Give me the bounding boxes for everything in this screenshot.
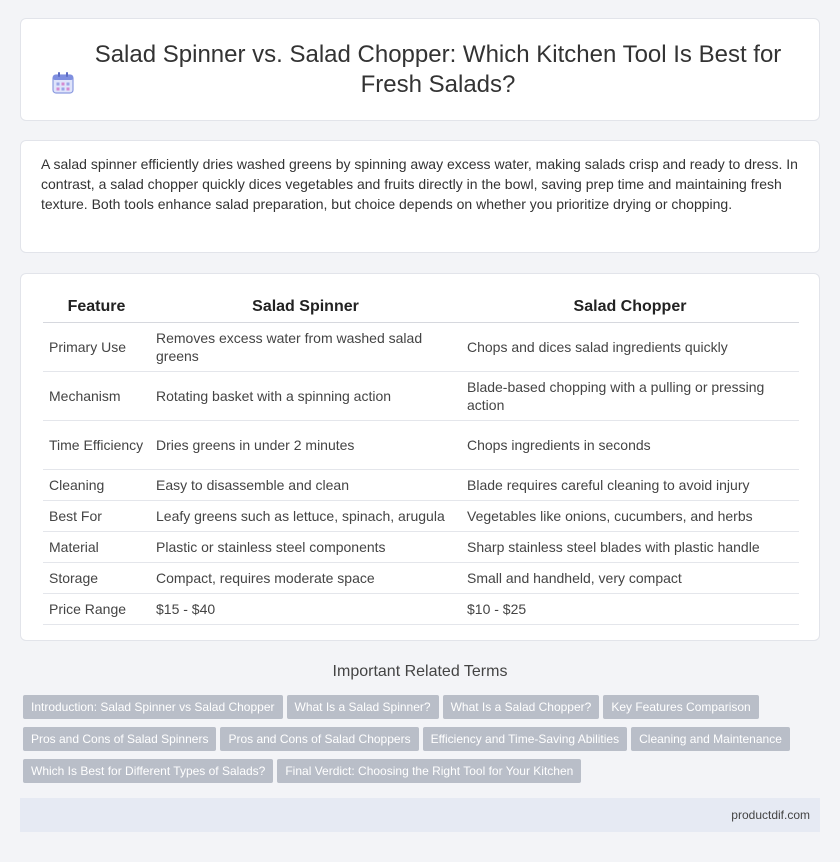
table-row xyxy=(43,322,799,371)
table-header-row xyxy=(43,292,799,322)
chopper-cell: Vegetables like onions, cucumbers, and herbs xyxy=(461,500,799,531)
header-salad-chopper: Salad Chopper xyxy=(461,292,799,322)
feature-cell: Best For xyxy=(43,500,150,531)
footer xyxy=(20,798,820,832)
chopper-cell: Chops ingredients in seconds xyxy=(461,420,799,469)
title-wrap xyxy=(50,40,790,100)
page-title: Salad Spinner vs. Salad Chopper: Which Kitchen Tool Is Best for Fresh Salads? xyxy=(94,40,782,98)
spinner-cell: $15 - $40 xyxy=(150,593,461,624)
chopper-cell: Blade-based chopping with a pulling or pressing action xyxy=(461,371,799,420)
spinner-cell: Rotating basket with a spinning action xyxy=(150,371,461,420)
comparison-table-card xyxy=(20,273,820,641)
related-terms-heading: Important Related Terms xyxy=(332,663,508,680)
table-row xyxy=(43,371,799,420)
tag-key-features[interactable]: Key Features Comparison xyxy=(603,695,758,719)
header-salad-spinner: Salad Spinner xyxy=(150,292,461,322)
tag-what-is-salad-spinner[interactable]: What Is a Salad Spinner? xyxy=(287,695,439,719)
chopper-cell: Blade requires careful cleaning to avoid injury xyxy=(461,469,799,500)
table-row xyxy=(43,531,799,562)
spinner-cell: Removes excess water from washed salad greens xyxy=(150,322,461,371)
chopper-cell: Small and handheld, very compact xyxy=(461,562,799,593)
chopper-cell: Chops and dices salad ingredients quickly xyxy=(461,322,799,371)
feature-cell: Cleaning xyxy=(43,469,150,500)
spinner-cell: Dries greens in under 2 minutes xyxy=(150,420,461,469)
spinner-cell: Leafy greens such as lettuce, spinach, arugula xyxy=(150,500,461,531)
tag-what-is-salad-chopper[interactable]: What Is a Salad Chopper? xyxy=(443,695,600,719)
spinner-cell: Easy to disassemble and clean xyxy=(150,469,461,500)
table-row xyxy=(43,562,799,593)
table-row xyxy=(43,500,799,531)
related-tags xyxy=(23,695,823,791)
feature-cell: Price Range xyxy=(43,593,150,624)
intro-card xyxy=(20,140,820,253)
intro-paragraph: A salad spinner efficiently dries washed greens by spinning away excess water, making salads crisp and ready to dress. In contrast, a salad chopper quickly dices vegetables and fruits directly in the bowl, saving prep time and maintaining fresh texture. Both tools enhance salad preparation, but choice depends on whether you prioritize drying or chopping. xyxy=(41,156,798,212)
feature-cell: Time Efficiency xyxy=(43,420,150,469)
spinner-cell: Compact, requires moderate space xyxy=(150,562,461,593)
tag-pros-cons-spinners[interactable]: Pros and Cons of Salad Spinners xyxy=(23,727,216,751)
tag-introduction[interactable]: Introduction: Salad Spinner vs Salad Chopper xyxy=(23,695,283,719)
feature-cell: Material xyxy=(43,531,150,562)
calendar-icon xyxy=(50,70,76,96)
chopper-cell: Sharp stainless steel blades with plastic handle xyxy=(461,531,799,562)
tag-final-verdict[interactable]: Final Verdict: Choosing the Right Tool for Your Kitchen xyxy=(277,759,581,783)
feature-cell: Mechanism xyxy=(43,371,150,420)
spinner-cell: Plastic or stainless steel components xyxy=(150,531,461,562)
table-row xyxy=(43,420,799,469)
tag-cleaning[interactable]: Cleaning and Maintenance xyxy=(631,727,790,751)
tag-efficiency[interactable]: Efficiency and Time-Saving Abilities xyxy=(423,727,628,751)
table-row xyxy=(43,469,799,500)
header-feature: Feature xyxy=(43,292,150,322)
tag-best-for-salads[interactable]: Which Is Best for Different Types of Salads? xyxy=(23,759,273,783)
chopper-cell: $10 - $25 xyxy=(461,593,799,624)
feature-cell: Storage xyxy=(43,562,150,593)
title-card xyxy=(20,18,820,121)
footer-site-link[interactable]: productdif.com xyxy=(731,808,810,822)
feature-cell: Primary Use xyxy=(43,322,150,371)
comparison-table xyxy=(43,292,799,625)
table-row xyxy=(43,593,799,624)
tag-pros-cons-choppers[interactable]: Pros and Cons of Salad Choppers xyxy=(220,727,418,751)
